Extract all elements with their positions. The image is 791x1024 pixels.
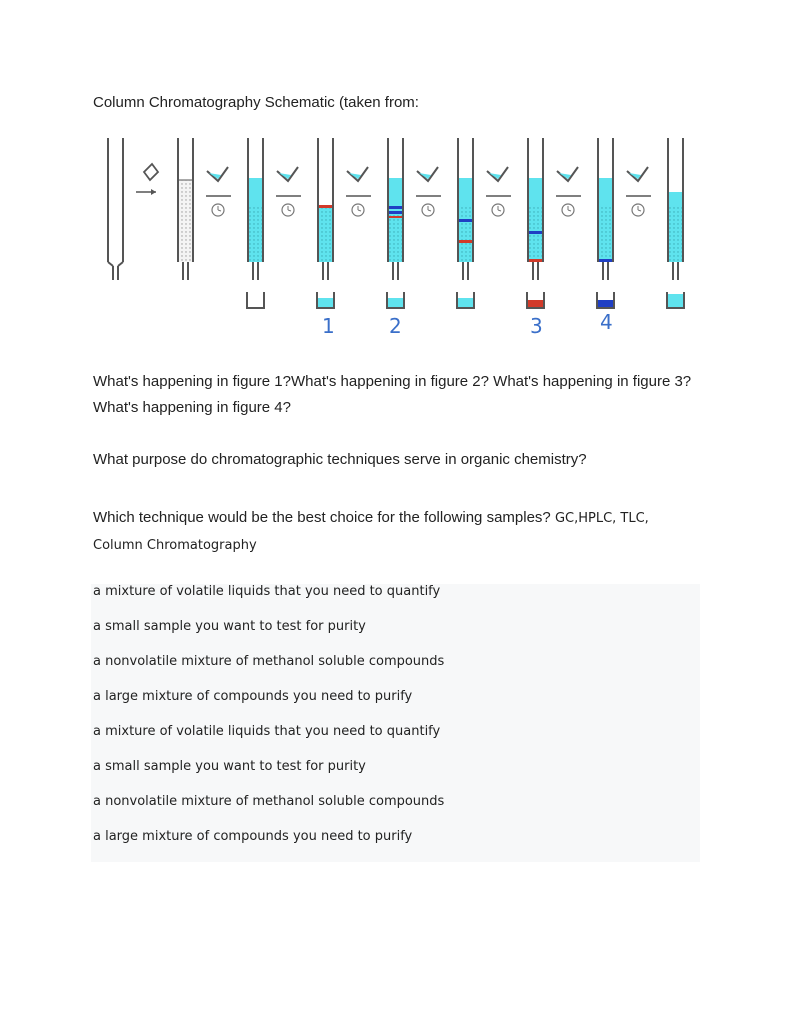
sample-list	[91, 584, 700, 862]
list-item: a nonvolatile mixture of methanol soluble compounds	[93, 794, 445, 809]
column-wet-1	[247, 138, 264, 308]
column-wet-4	[457, 138, 474, 308]
column-wet-5	[527, 138, 544, 308]
list-item: a nonvolatile mixture of methanol soluble compounds	[93, 654, 445, 669]
question-technique	[93, 505, 693, 559]
figure-label-3: 3	[530, 314, 543, 338]
column-wet-3	[387, 138, 404, 308]
column-packed	[178, 138, 193, 280]
arrow-icon	[136, 164, 158, 195]
list-item: a large mixture of compounds you need to purify	[93, 689, 413, 704]
technique-options: GC,HPLC, TLC,	[554, 511, 649, 526]
figure-label-1: 1	[322, 314, 335, 338]
step-arrows	[206, 167, 651, 216]
page-title: Column Chromatography Schematic (taken from:	[93, 94, 419, 111]
column-wet-7	[667, 138, 684, 308]
technique-options-cont: Column Chromatography	[93, 538, 257, 553]
list-item: a small sample you want to test for purity	[93, 619, 366, 634]
list-item: a small sample you want to test for purity	[93, 759, 366, 774]
question-purpose: What purpose do chromatographic techniques serve in organic chemistry?	[93, 451, 587, 468]
list-item: a large mixture of compounds you need to purify	[93, 829, 413, 844]
figure-label-2: 2	[389, 314, 402, 338]
column-chromatography-schematic	[96, 130, 696, 340]
list-item: a mixture of volatile liquids that you need to quantify	[93, 584, 441, 599]
column-empty	[108, 138, 123, 280]
question-technique-text: Which technique would be the best choice for the following samples?	[93, 509, 551, 526]
list-item: a mixture of volatile liquids that you need to quantify	[93, 724, 441, 739]
question-figures: What's happening in figure 1?What's happening in figure 2? What's happening in figure 3? What's happening in figure 4?	[93, 373, 692, 416]
column-wet-2	[317, 138, 334, 308]
column-wet-6	[597, 138, 614, 308]
figure-label-4: 4	[600, 310, 613, 334]
